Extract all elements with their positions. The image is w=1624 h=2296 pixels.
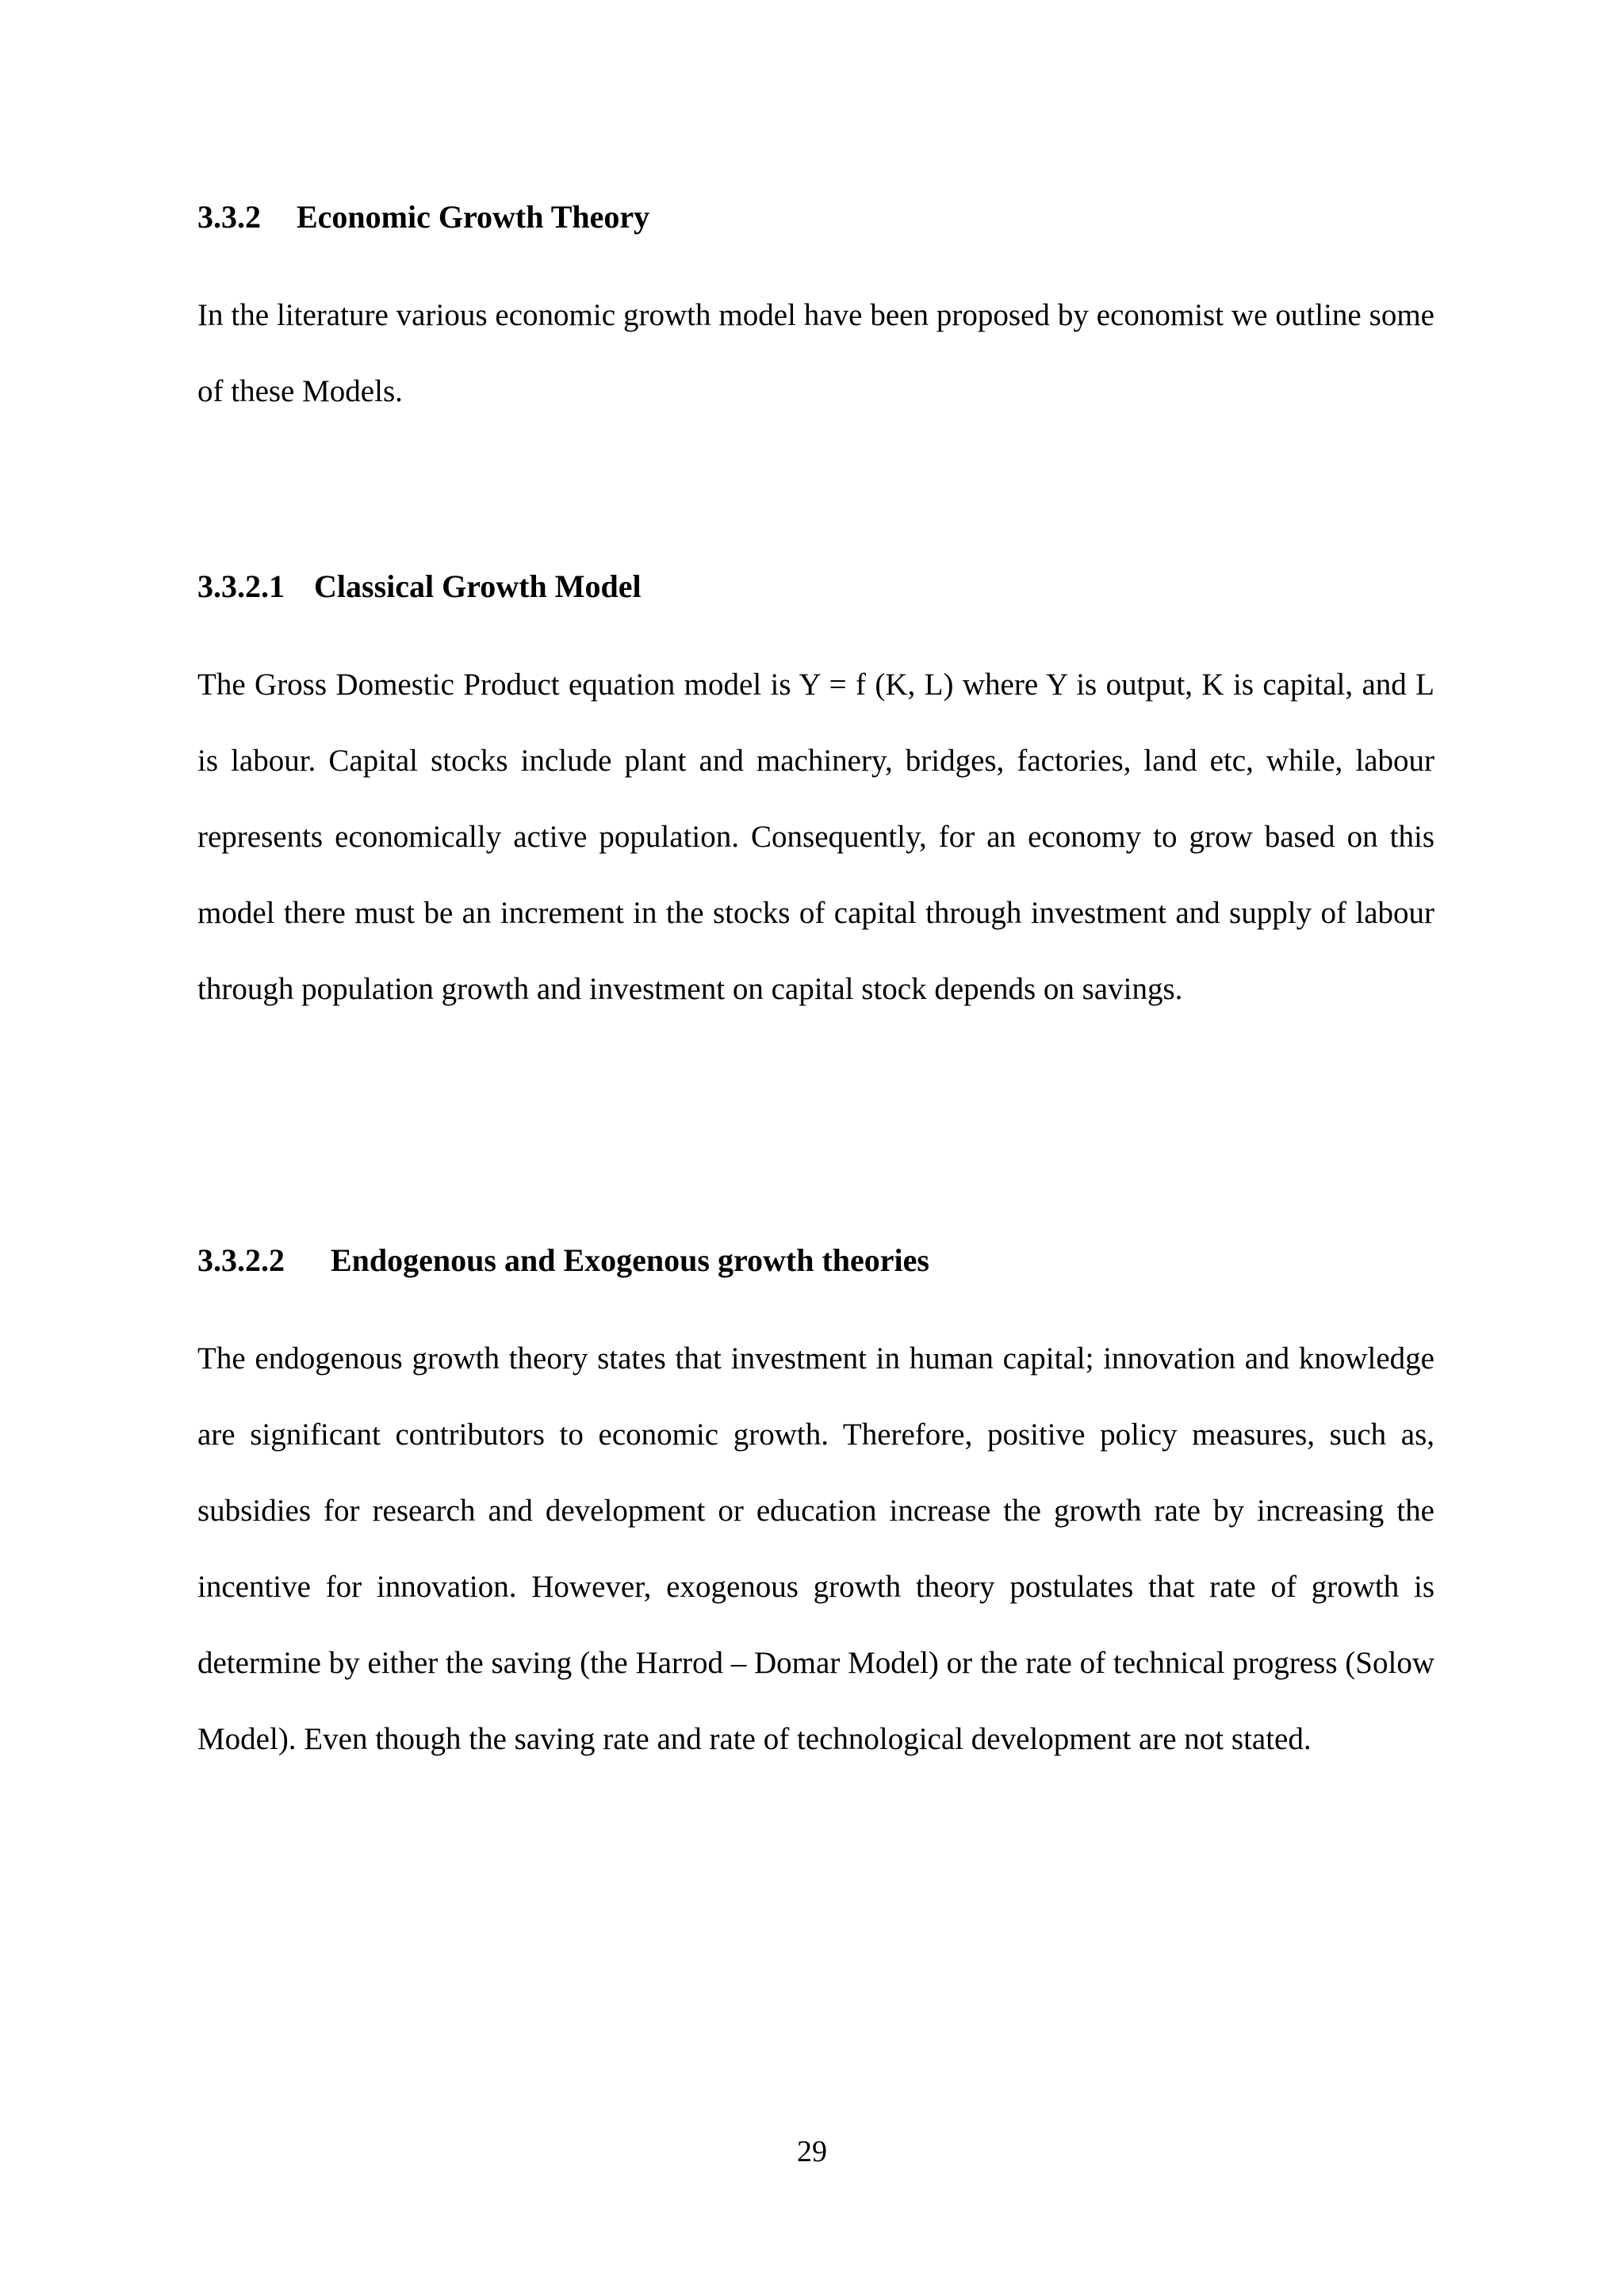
section-heading-3-3-2-1 [197,568,642,606]
section-title: Economic Growth Theory [297,199,650,235]
section-title: Classical Growth Model [314,568,642,604]
section-heading-3-3-2 [197,198,649,236]
section-number: 3.3.2 [197,199,261,235]
section-number: 3.3.2.1 [197,568,285,604]
page-number: 29 [797,2135,827,2168]
section-paragraph-3-3-2: In the literature various economic growth model have been proposed by economist we outline some of these Models. [197,298,1434,408]
section-number: 3.3.2.2 [197,1242,285,1278]
section-paragraph-3-3-2-1: The Gross Domestic Product equation model is Y = f (K, L) where Y is output, K is capital, and L is labour. Capital stocks include plant and machinery, bridges, factories, land etc, while, labour represents economically active population. Consequently, for an economy to grow based on this model there must be an increment in the stocks of capital through investment and supply of labour through population growth and investment on capital stock depends on savings. [197,668,1434,1006]
section-paragraph-3-3-2-2: The endogenous growth theory states that investment in human capital; innovation and knowledge are significant contributors to economic growth. Therefore, positive policy measures, such as, subsidies for research and development or education increase the growth rate by increasing the incentive for innovation. However, exogenous growth theory postulates that rate of growth is determine by either the saving (the Harrod – Domar Model) or the rate of technical progress (Solow Model). Even though the saving rate and rate of technological development are not stated. [197,1341,1434,1756]
section-heading-3-3-2-2 [197,1242,929,1280]
section-title: Endogenous and Exogenous growth theories [331,1242,929,1278]
